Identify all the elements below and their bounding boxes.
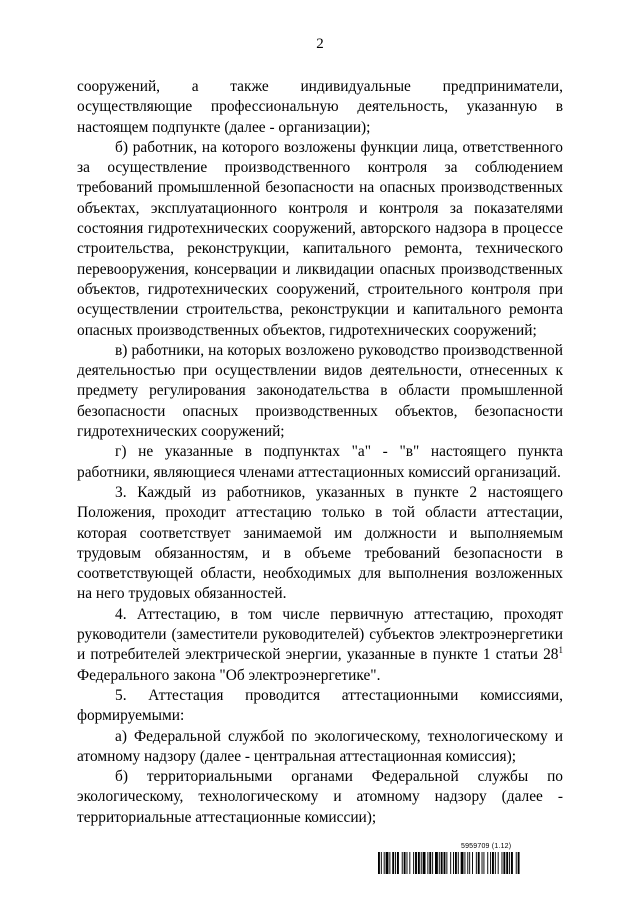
paragraph-5b-territorial-commissions: б) территориальными органами Федеральной службы по экологическому, технологическому и атомному надзору (далее - территориальные аттестационные комиссии); <box>77 768 563 826</box>
document-body <box>77 77 563 828</box>
superscript: 1 <box>558 645 563 656</box>
paragraph-5a-central-commission: а) Федеральной службой по экологическому, технологическому и атомному надзору (далее - центральная аттестационная комиссия); <box>77 727 563 765</box>
paragraph-b-responsible-person: б) работник, на которого возложены функции лица, ответственного за осуществление производственного контроля за соблюдением требований промышленной безопасности на опасных производственных объектах, эксплуатационного контроля и контроля за показателями состояния гидротехнических сооружений, авторского надзора в процессе строительства, реконструкции, капитального ремонта, технического перевооружения, консервации и ликвидации опасных производственных объектов, гидротехнических сооружений, строительного контроля при осуществлении строительства, реконструкции и капитального ремонта опасных производственных объектов, гидротехнических сооружений; <box>77 138 563 339</box>
paragraph-4: 4. Аттестацию, в том числе первичную аттестацию, проходят руководители (заместители руководителей) субъектов электроэнергетики и потребителей электрической энергии, указанные в пункте 1 статьи $28^1$ Федерального закона "Об электроэнергетике". <box>77 605 563 684</box>
paragraph-v-managers: в) работники, на которых возложено руководство производственной деятельностью при осуществлении видов деятельности, отнесенных к предмету регулирования законодательства в области промышленной безопасности опасных производственных объектов, безопасности гидротехнических сооружений; <box>77 341 563 441</box>
paragraph-5: 5. Аттестация проводится аттестационными комиссиями, формируемыми: <box>77 686 563 725</box>
paragraph-3: 3. Каждый из работников, указанных в пункте 2 настоящего Положения, проходит аттестацию только в той области аттестации, которая соответствует занимаемой им должности и выполняемым трудовым обязанностям, и в объеме требований безопасности в соответствующей области, необходимых для выполнения возложенных на него трудовых обязанностей. <box>77 483 563 603</box>
paragraph-1: сооружений, а также индивидуальные предприниматели, осуществляющие профессиональную деятельность, указанную в настоящем подпункте (далее - организации); <box>77 78 563 136</box>
paragraph-g-commission-members: г) не указанные в подпунктах "а" - "в" настоящего пункта работники, являющиеся членами аттестационных комиссий организаций. <box>77 443 563 481</box>
document-code: 5959709 (1.12) <box>461 843 512 850</box>
barcode-icon <box>378 852 568 874</box>
page-number: 2 <box>316 36 324 52</box>
